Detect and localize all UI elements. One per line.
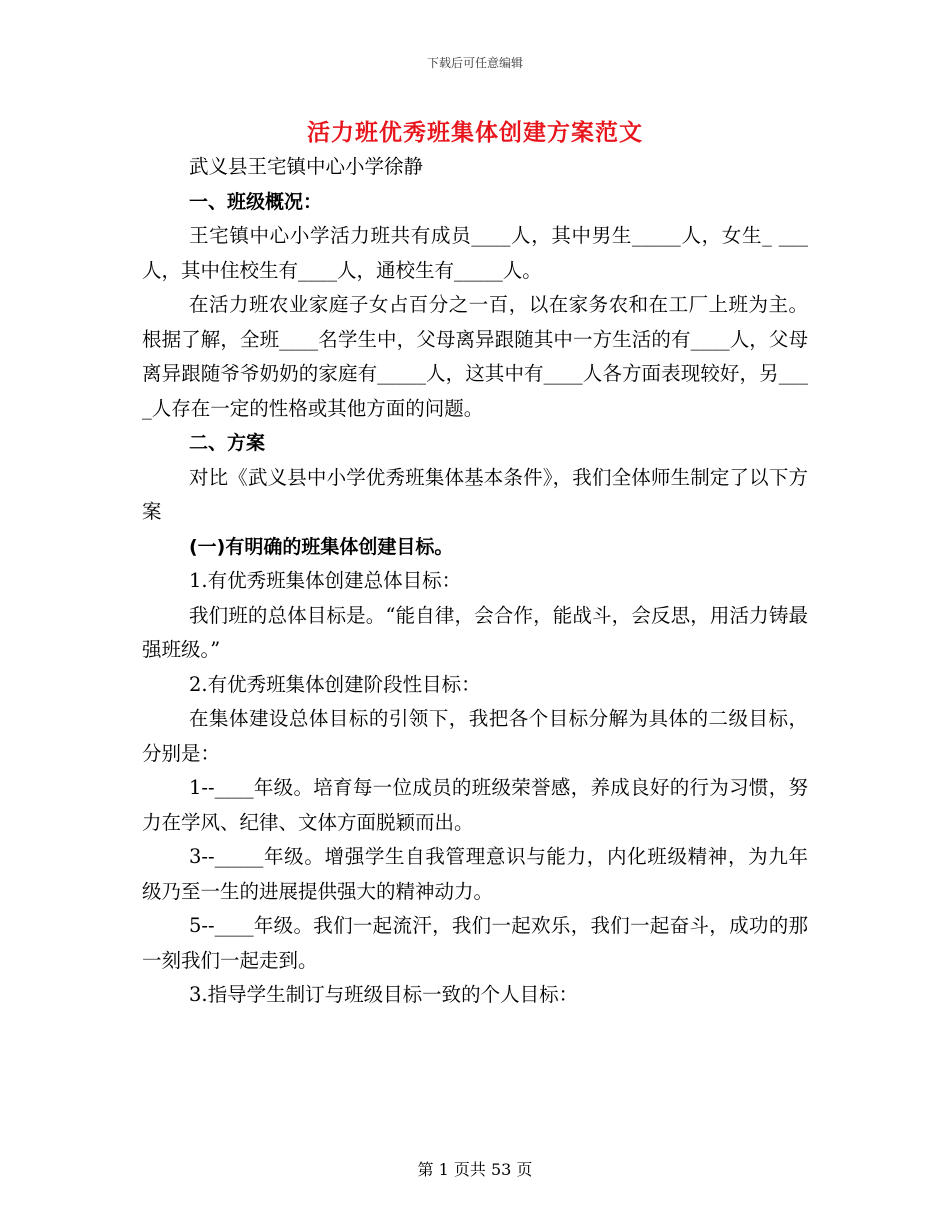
- paragraph: 我们班的总体目标是。“能自律，会合作，能战斗，会反思，用活力铸最强班级。”: [142, 603, 808, 661]
- list-heading: 1.有优秀班集体创建总体目标：: [189, 569, 462, 592]
- document-body: [142, 150, 808, 1013]
- paragraph: 5--____年级。我们一起流汗，我们一起欢乐，我们一起奋斗，成功的那一刻我们一起走到。: [142, 914, 808, 972]
- paragraph: 1--____年级。培育每一位成员的班级荣誉感，养成良好的行为习惯，努力在学风、纪律、文体方面脱颖而出。: [142, 776, 808, 834]
- author-line: 武义县王宅镇中心小学徐静: [189, 155, 424, 178]
- section-heading: 一、班级概况：: [189, 190, 323, 213]
- paragraph: 王宅镇中心小学活力班共有成员____人，其中男生_____人，女生_ ___人，其中住校生有____人，通校生有_____人。: [142, 224, 808, 282]
- list-heading: 3.指导学生制订与班级目标一致的个人目标：: [189, 983, 579, 1006]
- section-heading: 二、方案: [189, 432, 266, 454]
- list-heading: 2.有优秀班集体创建阶段性目标：: [189, 672, 481, 696]
- paragraph: 对比《武义县中小学优秀班集体基本条件》，我们全体师生制定了以下方案: [142, 465, 808, 523]
- subsection-heading: (一)有明确的班集体创建目标。: [189, 535, 454, 558]
- page-header: 下载后可任意编辑: [426, 56, 523, 70]
- paragraph: 3--_____年级。增强学生自我管理意识与能力，内化班级精神，为九年级乃至一生的进展提供强大的精神动力。: [142, 845, 808, 903]
- document-title: 活力班优秀班集体创建方案范文: [307, 119, 643, 146]
- page-footer: 第 1 页共 53 页: [417, 1160, 533, 1179]
- paragraph: 在集体建设总体目标的引领下，我把各个目标分解为具体的二级目标，分别是：: [142, 707, 808, 765]
- paragraph: 在活力班农业家庭子女占百分之一百，以在家务农和在工厂上班为主。根据了解，全班____名学生中，父母离异跟随其中一方生活的有____人，父母离异跟随爷爷奶奶的家庭有_____人，这其中有____人各方面表现较好，另____人存在一定的性格或其他方面的问题。: [142, 293, 808, 420]
